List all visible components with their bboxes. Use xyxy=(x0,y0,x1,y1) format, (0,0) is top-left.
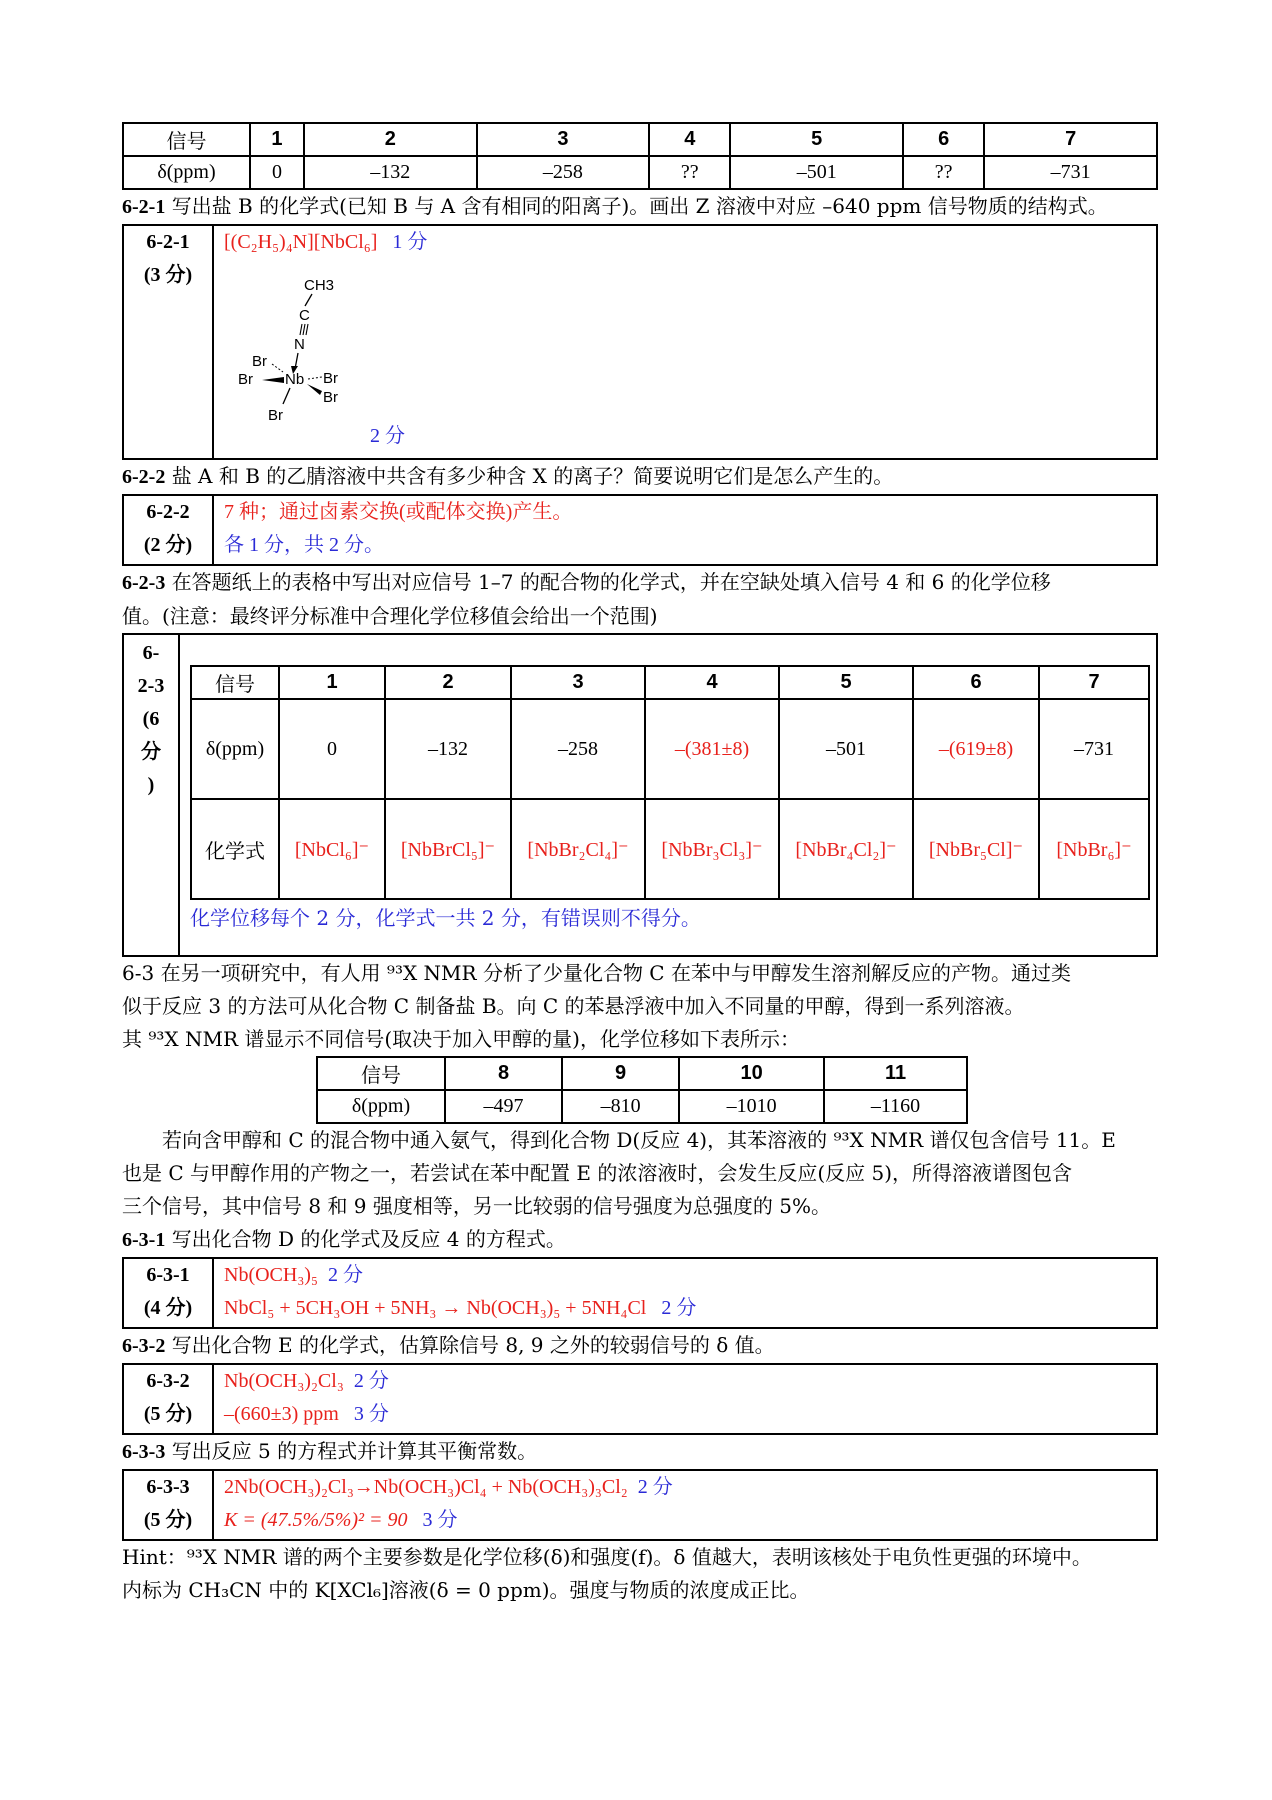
formula-cell: [NbBr₅Cl]⁻ xyxy=(913,799,1039,899)
table1-header-cell: 信号 xyxy=(123,123,250,156)
formula-row-label: 化学式 xyxy=(191,799,279,899)
answer-6-3-3 xyxy=(122,1469,1158,1541)
question-text: 盐 A 和 B 的乙腈溶液中共含有多少种含 X 的离子？简要说明它们是怎么产生的。 xyxy=(171,464,894,488)
question-6-3 xyxy=(122,957,1158,1056)
answer-label-number: 6-3-3 xyxy=(146,1476,190,1498)
answer-label-score: (4 分) xyxy=(143,1297,193,1319)
answer-label-number: 6-3-2 xyxy=(146,1370,190,1392)
shift-cell: –132 xyxy=(385,699,511,799)
answer-label-score: (5 分) xyxy=(143,1509,193,1531)
question-number: 6-2-3 xyxy=(122,572,166,594)
answer-label xyxy=(124,1471,214,1539)
answer-label xyxy=(124,1365,214,1433)
score-text: 各 1 分，共 2 分。 xyxy=(224,534,384,556)
question-6-3-1 xyxy=(122,1223,1158,1257)
formula-cell: [NbBr₃Cl₃]⁻ xyxy=(645,799,779,899)
shift-cell: –258 xyxy=(511,699,645,799)
complex-table xyxy=(190,665,1150,900)
paragraph-text: 也是 C 与甲醇作用的产物之一，若尝试在苯中配置 E 的浓溶液时，会发生反应(反应 5)，所得溶液谱图包含 xyxy=(122,1161,1073,1185)
n-label: N xyxy=(294,336,305,353)
answer-label-score: (5 分) xyxy=(143,1403,193,1425)
table1-header-cell: 6 xyxy=(903,123,984,156)
shift-cell: –(619±8) xyxy=(913,699,1039,799)
score-text: 2 分 xyxy=(353,1370,389,1392)
paragraph-text: 若向含甲醇和 C 的混合物中通入氨气，得到化合物 D(反应 4)，其苯溶液的 ⁹³X NMR 谱仅包含信号 11。E xyxy=(162,1128,1116,1152)
formula-text: [(C₂H₅)₄N][NbCl₆] xyxy=(224,231,378,253)
question-text: 值。(注意：最终评分标准中合理化学位移值会给出一个范围) xyxy=(122,604,658,628)
answer-text: –(660±3) ppm xyxy=(224,1403,339,1425)
shift-cell: 0 xyxy=(279,699,385,799)
answer-content xyxy=(214,496,572,564)
answer-content xyxy=(214,226,1156,458)
answer-label-part: ) xyxy=(147,774,155,796)
paragraph xyxy=(122,1124,1158,1223)
formula-cell: [NbBr₆]⁻ xyxy=(1039,799,1149,899)
table1-header-cell: 4 xyxy=(649,123,730,156)
question-number: 6-3-2 xyxy=(122,1335,166,1357)
complex-header-cell: 3 xyxy=(511,666,645,699)
answer-label xyxy=(124,226,214,458)
structure-diagram xyxy=(230,274,370,424)
answer-6-2-3 xyxy=(122,633,1158,957)
table1-cell: –731 xyxy=(984,156,1157,189)
table1-cell: δ(ppm) xyxy=(123,156,250,189)
complex-header-cell: 5 xyxy=(779,666,913,699)
answer-label-part: 分 xyxy=(141,741,161,763)
answer-label xyxy=(124,496,214,564)
answer-6-3-2 xyxy=(122,1363,1158,1435)
score-note: 化学位移每个 2 分，化学式一共 2 分，有错误则不得分。 xyxy=(190,906,701,930)
answer-text: 2Nb(OCH₃)₂Cl₃→Nb(OCH₃)Cl₄ + Nb(OCH₃)₃Cl₂ xyxy=(224,1476,628,1498)
score-text: 3 分 xyxy=(422,1509,458,1531)
table2-header-cell: 信号 xyxy=(317,1057,445,1090)
complex-header-cell: 信号 xyxy=(191,666,279,699)
table1-cell: –501 xyxy=(730,156,903,189)
formula-cell: [NbBr₂Cl₄]⁻ xyxy=(511,799,645,899)
score-text: 3 分 xyxy=(353,1403,389,1425)
answer-label-part: 6- xyxy=(142,642,160,664)
br-label: Br xyxy=(252,353,267,370)
answer-content xyxy=(214,1365,389,1433)
answer-6-3-1 xyxy=(122,1257,1158,1329)
answer-label-part: 2-3 xyxy=(137,675,165,697)
table2-header-cell: 9 xyxy=(562,1057,679,1090)
score-text: 2 分 xyxy=(370,425,405,447)
answer-content xyxy=(180,635,1156,955)
question-text: 写出化合物 E 的化学式，估算除信号 8, 9 之外的较弱信号的 δ 值。 xyxy=(171,1333,775,1357)
question-text: 6-3 在另一项研究中，有人用 ⁹³X NMR 分析了少量化合物 C 在苯中与甲醇发生溶剂解反应的产物。通过类 xyxy=(122,961,1071,985)
answer-label xyxy=(124,635,180,955)
table1-cell: ?? xyxy=(903,156,984,189)
signal-table-1 xyxy=(122,122,1158,190)
question-6-3-3 xyxy=(122,1435,1158,1469)
score-text: 1 分 xyxy=(392,231,428,253)
nb-label: Nb xyxy=(285,371,305,388)
answer-6-2-2 xyxy=(122,494,1158,566)
answer-label-number: 6-2-2 xyxy=(146,501,190,523)
table2-cell: –1010 xyxy=(679,1090,824,1123)
answer-label xyxy=(124,1259,214,1327)
answer-text: 7 种；通过卤素交换(或配体交换)产生。 xyxy=(224,501,573,523)
formula-cell: [NbBrCl₅]⁻ xyxy=(385,799,511,899)
shift-row-label: δ(ppm) xyxy=(191,699,279,799)
table1-header-cell: 7 xyxy=(984,123,1157,156)
question-number: 6-3-3 xyxy=(122,1441,166,1463)
question-text: 其 ⁹³X NMR 谱显示不同信号(取决于加入甲醇的量)，化学位移如下表所示： xyxy=(122,1027,800,1051)
complex-header-cell: 2 xyxy=(385,666,511,699)
paragraph-text: 三个信号，其中信号 8 和 9 强度相等，另一比较弱的信号强度为总强度的 5%。 xyxy=(122,1194,831,1218)
table1-cell: –258 xyxy=(477,156,650,189)
answer-content xyxy=(214,1471,673,1539)
table1-cell: ?? xyxy=(649,156,730,189)
br-label: Br xyxy=(268,407,283,424)
question-text: 写出化合物 D 的化学式及反应 4 的方程式。 xyxy=(171,1227,566,1251)
shift-cell: –501 xyxy=(779,699,913,799)
question-text: 写出盐 B 的化学式(已知 B 与 A 含有相同的阳离子)。画出 Z 溶液中对应 –640 ppm 信号物质的结构式。 xyxy=(171,194,1108,218)
table2-header-cell: 10 xyxy=(679,1057,824,1090)
answer-label-score: (3 分) xyxy=(143,264,193,286)
br-label: Br xyxy=(323,389,338,406)
question-number: 6-2-2 xyxy=(122,466,166,488)
table1-cell: 0 xyxy=(250,156,304,189)
score-text: 2 分 xyxy=(327,1264,363,1286)
table2-header-cell: 11 xyxy=(824,1057,967,1090)
answer-text: K = (47.5%/5%)² = 90 xyxy=(224,1509,408,1531)
signal-table-2 xyxy=(316,1056,968,1124)
complex-header-cell: 6 xyxy=(913,666,1039,699)
table2-cell: –810 xyxy=(562,1090,679,1123)
answer-label-number: 6-3-1 xyxy=(146,1264,190,1286)
table1-header-cell: 3 xyxy=(477,123,650,156)
question-6-3-2 xyxy=(122,1329,1158,1363)
table2-cell: –497 xyxy=(445,1090,562,1123)
c-label: C xyxy=(299,307,310,324)
br-label: Br xyxy=(323,370,338,387)
table1-header-cell: 1 xyxy=(250,123,304,156)
answer-label-part: (6 xyxy=(142,708,160,730)
score-text: 2 分 xyxy=(637,1476,673,1498)
page xyxy=(122,122,1158,1607)
answer-text: Nb(OCH₃)₅ xyxy=(224,1264,318,1286)
answer-label-number: 6-2-1 xyxy=(146,231,190,253)
hint xyxy=(122,1541,1158,1607)
question-6-2-1 xyxy=(122,190,1158,224)
question-number: 6-2-1 xyxy=(122,196,166,218)
table1-header-cell: 5 xyxy=(730,123,903,156)
question-6-2-2 xyxy=(122,460,1158,494)
answer-content xyxy=(214,1259,696,1327)
table2-cell: δ(ppm) xyxy=(317,1090,445,1123)
answer-6-2-1 xyxy=(122,224,1158,460)
br-label: Br xyxy=(238,371,253,388)
table2-cell: –1160 xyxy=(824,1090,967,1123)
shift-cell: –(381±8) xyxy=(645,699,779,799)
ch3-label: CH3 xyxy=(304,277,335,294)
hint-text: 内标为 CH₃CN 中的 K[XCl₆]溶液(δ = 0 ppm)。强度与物质的浓度成正比。 xyxy=(122,1578,810,1602)
complex-header-cell: 1 xyxy=(279,666,385,699)
answer-text: Nb(OCH₃)₂Cl₃ xyxy=(224,1370,344,1392)
question-text: 在答题纸上的表格中写出对应信号 1–7 的配合物的化学式，并在空缺处填入信号 4 和 6 的化学位移 xyxy=(171,570,1051,594)
complex-header-cell: 4 xyxy=(645,666,779,699)
table1-header-cell: 2 xyxy=(304,123,477,156)
formula-cell: [NbCl₆]⁻ xyxy=(279,799,385,899)
score-text: 2 分 xyxy=(661,1297,697,1319)
table2-header-cell: 8 xyxy=(445,1057,562,1090)
question-text: 似于反应 3 的方法可从化合物 C 制备盐 B。向 C 的苯悬浮液中加入不同量的甲醇，得到一系列溶液。 xyxy=(122,994,1025,1018)
question-number: 6-3-1 xyxy=(122,1229,166,1251)
formula-cell: [NbBr₄Cl₂]⁻ xyxy=(779,799,913,899)
table1-cell: –132 xyxy=(304,156,477,189)
answer-text: NbCl₅ + 5CH₃OH + 5NH₃ → Nb(OCH₃)₅ + 5NH₄Cl xyxy=(224,1297,647,1319)
question-text: 写出反应 5 的方程式并计算其平衡常数。 xyxy=(171,1439,538,1463)
shift-cell: –731 xyxy=(1039,699,1149,799)
hint-text: Hint：⁹³X NMR 谱的两个主要参数是化学位移(δ)和强度(f)。δ 值越大，表明该核处于电负性更强的环境中。 xyxy=(122,1545,1092,1569)
question-6-2-3 xyxy=(122,566,1158,633)
answer-label-score: (2 分) xyxy=(143,534,193,556)
complex-header-cell: 7 xyxy=(1039,666,1149,699)
